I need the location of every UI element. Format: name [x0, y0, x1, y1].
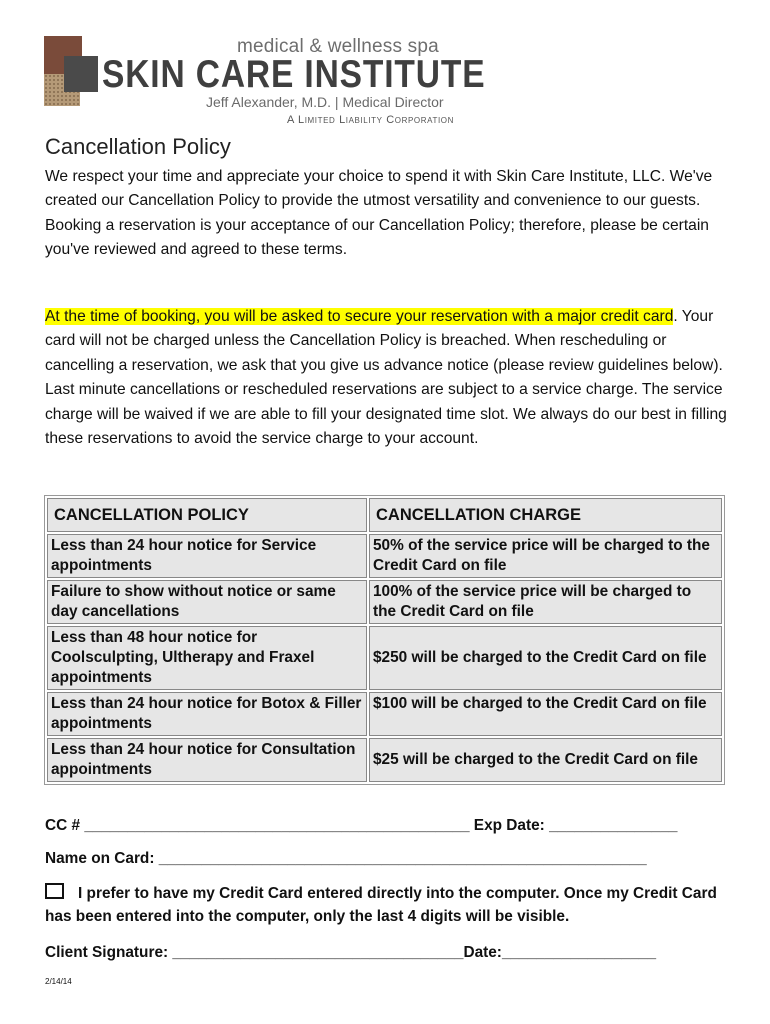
checkbox-line [45, 883, 717, 903]
logo-dark-square [64, 56, 98, 92]
table-row [47, 692, 722, 736]
page-title: Cancellation Policy [45, 134, 231, 159]
checkbox-text-line1: I prefer to have my Credit Card entered directly into the computer. Once my Credit Card [78, 885, 717, 902]
logo-director: Jeff Alexander, M.D. | Medical Director [206, 94, 444, 110]
exp-date-field[interactable]: _______________ [549, 817, 678, 834]
table-cell-charge: $250 will be charged to the Credit Card on file [369, 626, 722, 690]
signature-line [45, 944, 656, 962]
date-field[interactable]: __________________ [501, 944, 657, 961]
logo-squares-icon [44, 36, 100, 116]
logo-tagline: medical & wellness spa [237, 36, 439, 57]
logo-corporation: A Limited Liability Corporation [287, 114, 454, 126]
table-cell-charge: 100% of the service price will be charged to the Credit Card on file [369, 580, 722, 624]
name-line [45, 850, 647, 868]
intro-paragraph: We respect your time and appreciate your choice to spend it with Skin Care Institute, LLC. We've created our Cancellation Policy to provide the utmost versatility and convenience to our guests. Booking a reservation is your acceptance of our Cancellation Policy; therefore, please be certain you've reviewed and agreed to these terms. [45, 168, 713, 259]
table-header-policy: CANCELLATION POLICY [47, 498, 367, 532]
checkbox-text-line2: has been entered into the computer, only the last 4 digits will be visible. [45, 908, 570, 925]
table-row [47, 626, 722, 690]
booking-paragraph-rest: . Your card will not be charged unless the Cancellation Policy is breached. When rescheduling or cancelling a reservation, we ask that you give us advance notice (please review guidelines below). Last minute cancellations or rescheduled reservations are subject to a service charge. The service charge will be waived if we are able to fill your designated time slot. We always do our best in filling these reservations to avoid the service charge to your account. [45, 308, 727, 448]
date-label: Date: [463, 944, 502, 961]
table-cell-policy: Less than 24 hour notice for Botox & Filler appointments [47, 692, 367, 736]
table-header-charge: CANCELLATION CHARGE [369, 498, 722, 532]
table-cell-policy: Less than 24 hour notice for Consultation appointments [47, 738, 367, 782]
name-on-card-field[interactable]: _________________________________________________________ [158, 850, 647, 867]
table-cell-policy: Less than 24 hour notice for Service appointments [47, 534, 367, 578]
cancellation-table [44, 495, 725, 785]
company-logo [44, 36, 486, 132]
name-on-card-label: Name on Card: [45, 850, 159, 867]
signature-field[interactable]: __________________________________ [172, 944, 464, 961]
table-row [47, 580, 722, 624]
table-row [47, 534, 722, 578]
revision-date: 2/14/14 [45, 977, 72, 986]
table-cell-charge: 50% of the service price will be charged to the Credit Card on file [369, 534, 722, 578]
cc-number-field[interactable]: _____________________________________________ [84, 817, 470, 834]
table-row [47, 738, 722, 782]
table-header-row [47, 498, 722, 532]
logo-company-name: SKIN CARE INSTITUTE [102, 53, 486, 96]
prefer-entry-checkbox[interactable] [45, 883, 64, 899]
booking-paragraph [45, 305, 735, 451]
table-cell-policy: Failure to show without notice or same day cancellations [47, 580, 367, 624]
table-cell-policy: Less than 48 hour notice for Coolsculpting, Ultherapy and Fraxel appointments [47, 626, 367, 690]
cc-label: CC # [45, 817, 85, 834]
exp-date-label: Exp Date: [469, 817, 550, 834]
table-cell-charge: $25 will be charged to the Credit Card on file [369, 738, 722, 782]
table-cell-charge: $100 will be charged to the Credit Card on file [369, 692, 722, 736]
signature-label: Client Signature: [45, 944, 173, 961]
cc-line [45, 817, 677, 835]
highlighted-text: At the time of booking, you will be asked to secure your reservation with a major credit card [45, 308, 674, 325]
